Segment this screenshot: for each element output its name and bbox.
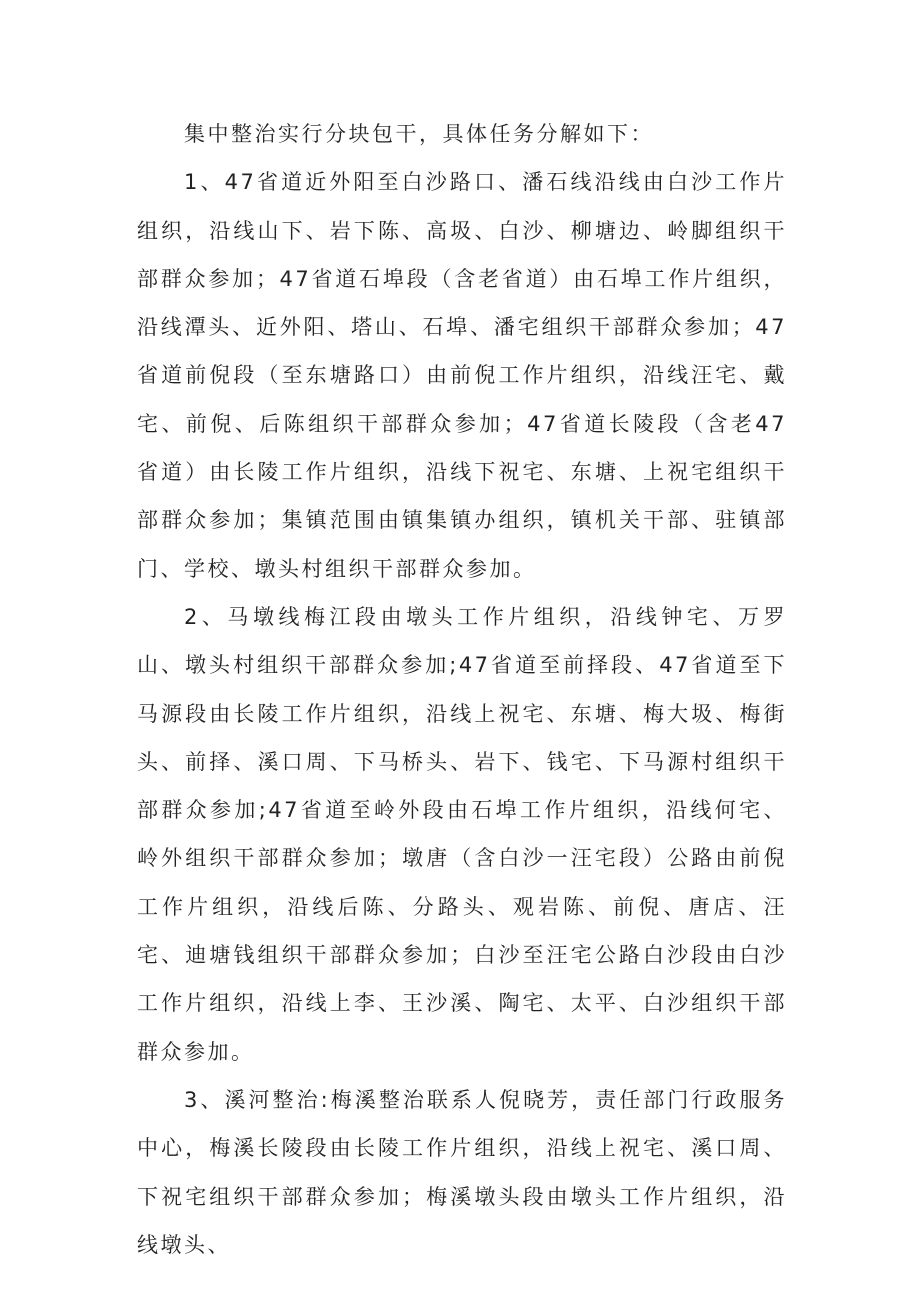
document-page	[137, 110, 787, 1269]
task-paragraph-2: 2、马墩线梅江段由墩头工作片组织，沿线钟宅、万罗山、墩头村组织干部群众参加;47省道至前择段、47省道至下马源段由长陵工作片组织，沿线上祝宅、东塘、梅大圾、梅街头、前择、溪口周、下马桥头、岩下、钱宅、下马源村组织干部群众参加;47省道至岭外段由石埠工作片组织，沿线何宅、岭外组织干部群众参加；墩唐（含白沙一汪宅段）公路由前倪工作片组织，沿线后陈、分路头、观岩陈、前倪、唐店、汪宅、迪塘钱组织干部群众参加；白沙至汪宅公路白沙段由白沙工作片组织，沿线上李、王沙溪、陶宅、太平、白沙组织干部群众参加。	[137, 604, 787, 1064]
intro-paragraph: 集中整治实行分块包干，具体任务分解如下：	[184, 122, 654, 146]
task-paragraph-1: 1、47省道近外阳至白沙路口、潘石线沿线由白沙工作片组织，沿线山下、岩下陈、高圾、白沙、柳塘边、岭脚组织干部群众参加；47省道石埠段（含老省道）由石埠工作片组织，沿线潭头、近外阳、塔山、石埠、潘宅组织干部群众参加；47省道前倪段（至东塘路口）由前倪工作片组织，沿线汪宅、戴宅、前倪、后陈组织干部群众参加；47省道长陵段（含老47省道）由长陵工作片组织，沿线下祝宅、东塘、上祝宅组织干部群众参加；集镇范围由镇集镇办组织，镇机关干部、驻镇部门、学校、墩头村组织干部群众参加。	[137, 170, 787, 581]
task-paragraph-3: 3、溪河整治:梅溪整治联系人倪晓芳，责任部门行政服务中心，梅溪长陵段由长陵工作片组织，沿线上祝宅、溪口周、下祝宅组织干部群众参加；梅溪墩头段由墩头工作片组织，沿线墩头、	[137, 1087, 787, 1257]
